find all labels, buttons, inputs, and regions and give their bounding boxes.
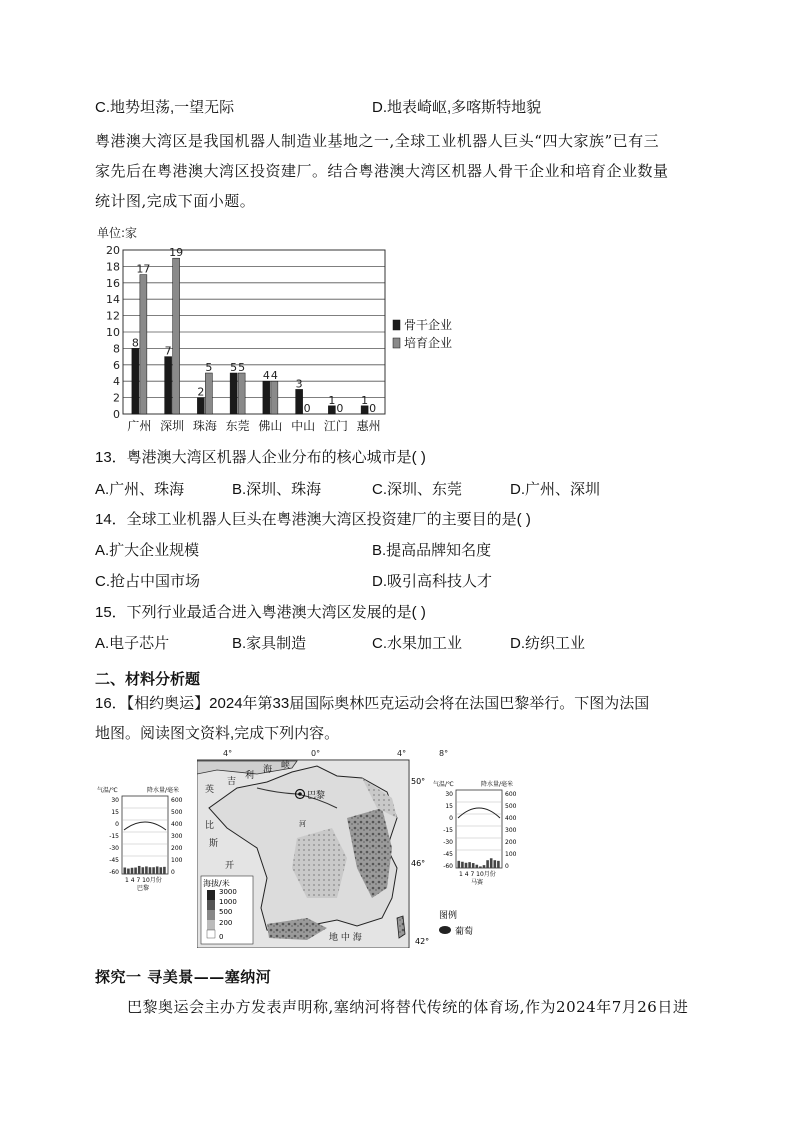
precip-bar [149, 867, 152, 874]
q14-option-a[interactable]: A.扩大企业规模 [95, 542, 200, 559]
paris-temp-tick: -60 [109, 869, 119, 876]
data-label: 5 [205, 361, 213, 374]
data-label: 8 [131, 336, 139, 350]
marseille-temp-tick: 15 [445, 803, 453, 810]
grape-icon [439, 926, 451, 934]
marseille-temp-tick: 30 [445, 791, 453, 798]
robot-enterprise-chart [95, 222, 475, 440]
precip-bar [160, 867, 163, 874]
precip-bar [494, 860, 497, 868]
precip-bar [127, 869, 130, 874]
marseille-climate-chart [431, 778, 521, 886]
y-tick-label: 12 [106, 309, 120, 323]
map-label-mediterranean: 地 中 海 [329, 933, 362, 943]
map-legend-title: 图例 [439, 911, 458, 921]
marseille-temp-title: 气温/℃ [433, 781, 454, 788]
marseille-temp-tick: -60 [443, 863, 453, 870]
q13-option-d[interactable]: D.广州、深圳 [510, 481, 601, 498]
intro-line-2: 家先后在粤港澳大湾区投资建厂。结合粤港澳大湾区机器人骨干企业和培育企业数量 [95, 162, 669, 180]
q13-option-b[interactable]: B.深圳、珠海 [232, 481, 322, 498]
intro-line-3: 统计图,完成下面小题。 [95, 192, 256, 210]
data-label: 4 [270, 369, 278, 383]
france-map-figure [95, 748, 520, 948]
x-tick-label: 深圳 [160, 419, 185, 433]
x-tick-label: 中山 [291, 419, 316, 433]
paris-months: 1 4 7 10月份 [125, 877, 162, 884]
option-d-prev: D.地表崎岖,多喀斯特地貌 [372, 99, 542, 116]
precip-bar [134, 868, 137, 875]
precip-bar [497, 861, 500, 868]
bar-backbone [165, 357, 172, 414]
y-tick-label: 4 [113, 375, 120, 389]
precip-bar [479, 866, 482, 868]
paris-temp-tick: -15 [109, 833, 119, 840]
paris-temp-tick: -30 [109, 845, 119, 852]
precip-bar [156, 866, 159, 874]
bar-backbone [132, 348, 139, 414]
q15-option-d[interactable]: D.纺织工业 [510, 635, 586, 652]
question-13-stem: 13．粤港澳大湾区机器人企业分布的核心城市是( ) [95, 449, 426, 466]
map-label-si: 斯 [209, 839, 219, 849]
precip-bar [461, 862, 464, 868]
x-tick-label: 江门 [323, 419, 348, 433]
marseille-city-label: 马赛 [471, 879, 484, 886]
precip-bar [145, 866, 148, 874]
q13-option-a[interactable]: A.广州、珠海 [95, 481, 185, 498]
paris-temp-tick: 0 [115, 821, 119, 828]
map-label-kai: 开 [225, 861, 235, 871]
bar-cultivating [140, 275, 147, 414]
bar-cultivating [238, 373, 245, 414]
precip-bar [476, 865, 479, 868]
data-label: 0 [369, 402, 377, 415]
data-label: 5 [238, 361, 246, 374]
precip-bar [468, 862, 471, 868]
precip-bar [124, 868, 127, 875]
map-label-li: 利 [245, 771, 255, 781]
precip-bar [483, 865, 486, 868]
question-15-stem: 15．下列行业最适合进入粤港澳大湾区发展的是( ) [95, 604, 426, 621]
paris-city-label: 巴黎 [137, 885, 150, 892]
legend-swatch [393, 338, 400, 348]
data-label: 2 [197, 385, 205, 399]
option-c-prev: C.地势坦荡,一望无际 [95, 99, 235, 116]
paris-temp-tick: 15 [111, 809, 119, 816]
marseille-precip-tick: 400 [505, 815, 517, 822]
data-label: 3 [295, 377, 303, 391]
elevation-tick: 500 [219, 908, 233, 916]
q14-option-d[interactable]: D.吸引高科技人才 [372, 573, 493, 590]
q16-line-1: 16．【相约奥运】2024年第33届国际奥林匹克运动会将在法国巴黎举行。下图为法国 [95, 695, 650, 712]
precip-bar [131, 868, 134, 874]
map-label-river: 河 [299, 820, 306, 828]
bar-backbone [328, 406, 335, 414]
q13-option-c[interactable]: C.深圳、东莞 [372, 481, 463, 498]
q14-option-b[interactable]: B.提高品牌知名度 [372, 542, 492, 559]
precip-bar [458, 861, 461, 868]
section-title: 二、材料分析题 [95, 671, 201, 688]
data-label: 19 [169, 246, 184, 260]
paragraph-last-line: 巴黎奥运会主办方发表声明称,塞纳河将替代传统的体育场,作为2024年7月26日进 [127, 998, 689, 1016]
paris-precip-tick: 100 [171, 857, 183, 864]
chart-unit-label: 单位:家 [97, 226, 138, 240]
marseille-precip-tick: 600 [505, 791, 517, 798]
data-label: 1 [328, 393, 336, 407]
paris-precip-tick: 200 [171, 845, 183, 852]
marseille-temp-tick: -45 [443, 851, 453, 858]
marseille-precip-tick: 100 [505, 851, 517, 858]
explore-title: 探究一 寻美景——塞纳河 [95, 968, 272, 986]
intro-line-1: 粤港澳大湾区是我国机器人制造业基地之一,全球工业机器人巨头“四大家族”已有三 [95, 132, 660, 150]
data-label: 4 [262, 369, 270, 383]
data-label: 7 [164, 344, 172, 358]
data-label: 0 [303, 402, 311, 415]
paris-precip-tick: 400 [171, 821, 183, 828]
marseille-precip-tick: 300 [505, 827, 517, 834]
elevation-tick: 0 [219, 933, 224, 941]
elevation-tick: 3000 [219, 888, 237, 896]
bar-backbone [296, 389, 303, 414]
x-tick-label: 佛山 [258, 419, 283, 433]
lon-label: 4° [397, 749, 407, 758]
lat-label: 42° [415, 937, 430, 946]
y-tick-label: 10 [106, 326, 120, 339]
paris-precip-tick: 500 [171, 809, 183, 816]
marseille-precip-tick: 0 [505, 863, 509, 870]
marseille-precip-tick: 200 [505, 839, 517, 846]
marseille-months: 1 4 7 10月份 [459, 871, 496, 878]
y-tick-label: 20 [106, 244, 120, 257]
lon-label: 4° [223, 749, 233, 758]
y-tick-label: 16 [106, 276, 120, 290]
precip-bar [142, 867, 145, 874]
bar-backbone [361, 406, 368, 414]
bar-cultivating [173, 258, 180, 414]
q14-option-c[interactable]: C.抢占中国市场 [95, 573, 201, 590]
bar-cultivating [271, 381, 278, 414]
data-label: 17 [136, 262, 151, 276]
precip-bar [465, 863, 468, 868]
map-label-hai: 海 [263, 765, 273, 775]
lon-label: 8° [439, 749, 449, 758]
y-tick-label: 2 [113, 391, 120, 405]
y-tick-label: 6 [113, 358, 120, 372]
paris-temp-title: 气温/℃ [97, 787, 118, 794]
bar-backbone [197, 398, 204, 414]
lat-label: 46° [411, 859, 426, 868]
x-tick-label: 惠州 [356, 419, 381, 433]
lon-label: 0° [311, 749, 321, 758]
marseille-precip-tick: 500 [505, 803, 517, 810]
precip-bar [472, 863, 475, 868]
paris-precip-tick: 0 [171, 869, 175, 876]
map-label-xia: 峡 [281, 761, 291, 771]
x-tick-label: 广州 [127, 419, 152, 433]
marseille-temp-tick: -30 [443, 839, 453, 846]
paris-climate-chart [95, 784, 187, 892]
paris-precip-tick: 600 [171, 797, 183, 804]
data-label: 1 [361, 393, 369, 407]
data-label: 0 [336, 402, 344, 415]
bar-backbone [230, 373, 237, 414]
paris-temp-tick: -45 [109, 857, 119, 864]
precip-bar [486, 860, 489, 868]
precip-bar [138, 866, 141, 874]
elevation-tick: 200 [219, 919, 233, 927]
map-label-paris: 巴黎 [307, 791, 326, 801]
paris-precip-tick: 300 [171, 833, 183, 840]
y-tick-label: 0 [113, 408, 120, 421]
precip-bar [163, 867, 166, 874]
y-tick-label: 18 [106, 260, 120, 274]
marseille-temp-tick: -15 [443, 827, 453, 834]
data-label: 5 [230, 361, 238, 374]
elevation-tick: 1000 [219, 898, 237, 906]
q15-option-a[interactable]: A.电子芯片 [95, 635, 170, 652]
map-label-ying: 英 [205, 785, 215, 795]
marseille-precip-title: 降水量/毫米 [481, 781, 514, 788]
bar-backbone [263, 381, 270, 414]
q15-option-c[interactable]: C.水果加工业 [372, 635, 463, 652]
elevation-title: 海拔/米 [203, 879, 230, 888]
map-label-bi: 比 [205, 821, 215, 831]
x-tick-label: 珠海 [192, 419, 217, 433]
x-tick-label: 东莞 [225, 419, 250, 433]
y-tick-label: 14 [106, 293, 120, 307]
precip-bar [490, 858, 493, 868]
bar-cultivating [205, 373, 212, 414]
precip-bar [152, 867, 155, 874]
q15-option-b[interactable]: B.家具制造 [232, 635, 307, 652]
y-tick-label: 8 [113, 342, 120, 356]
legend-swatch [393, 320, 400, 330]
paris-temp-tick: 30 [111, 797, 119, 804]
lat-label: 50° [411, 777, 426, 786]
map-label-ji: 吉 [227, 777, 237, 787]
paris-precip-title: 降水量/毫米 [147, 787, 180, 794]
map-legend-item: 葡萄 [455, 927, 474, 937]
q16-line-2: 地图。阅读图文资料,完成下列内容。 [95, 725, 340, 742]
legend-label: 培育企业 [404, 336, 453, 350]
question-14-stem: 14．全球工业机器人巨头在粤港澳大湾区投资建厂的主要目的是( ) [95, 511, 531, 528]
marseille-temp-tick: 0 [449, 815, 453, 822]
legend-label: 骨干企业 [404, 318, 453, 332]
